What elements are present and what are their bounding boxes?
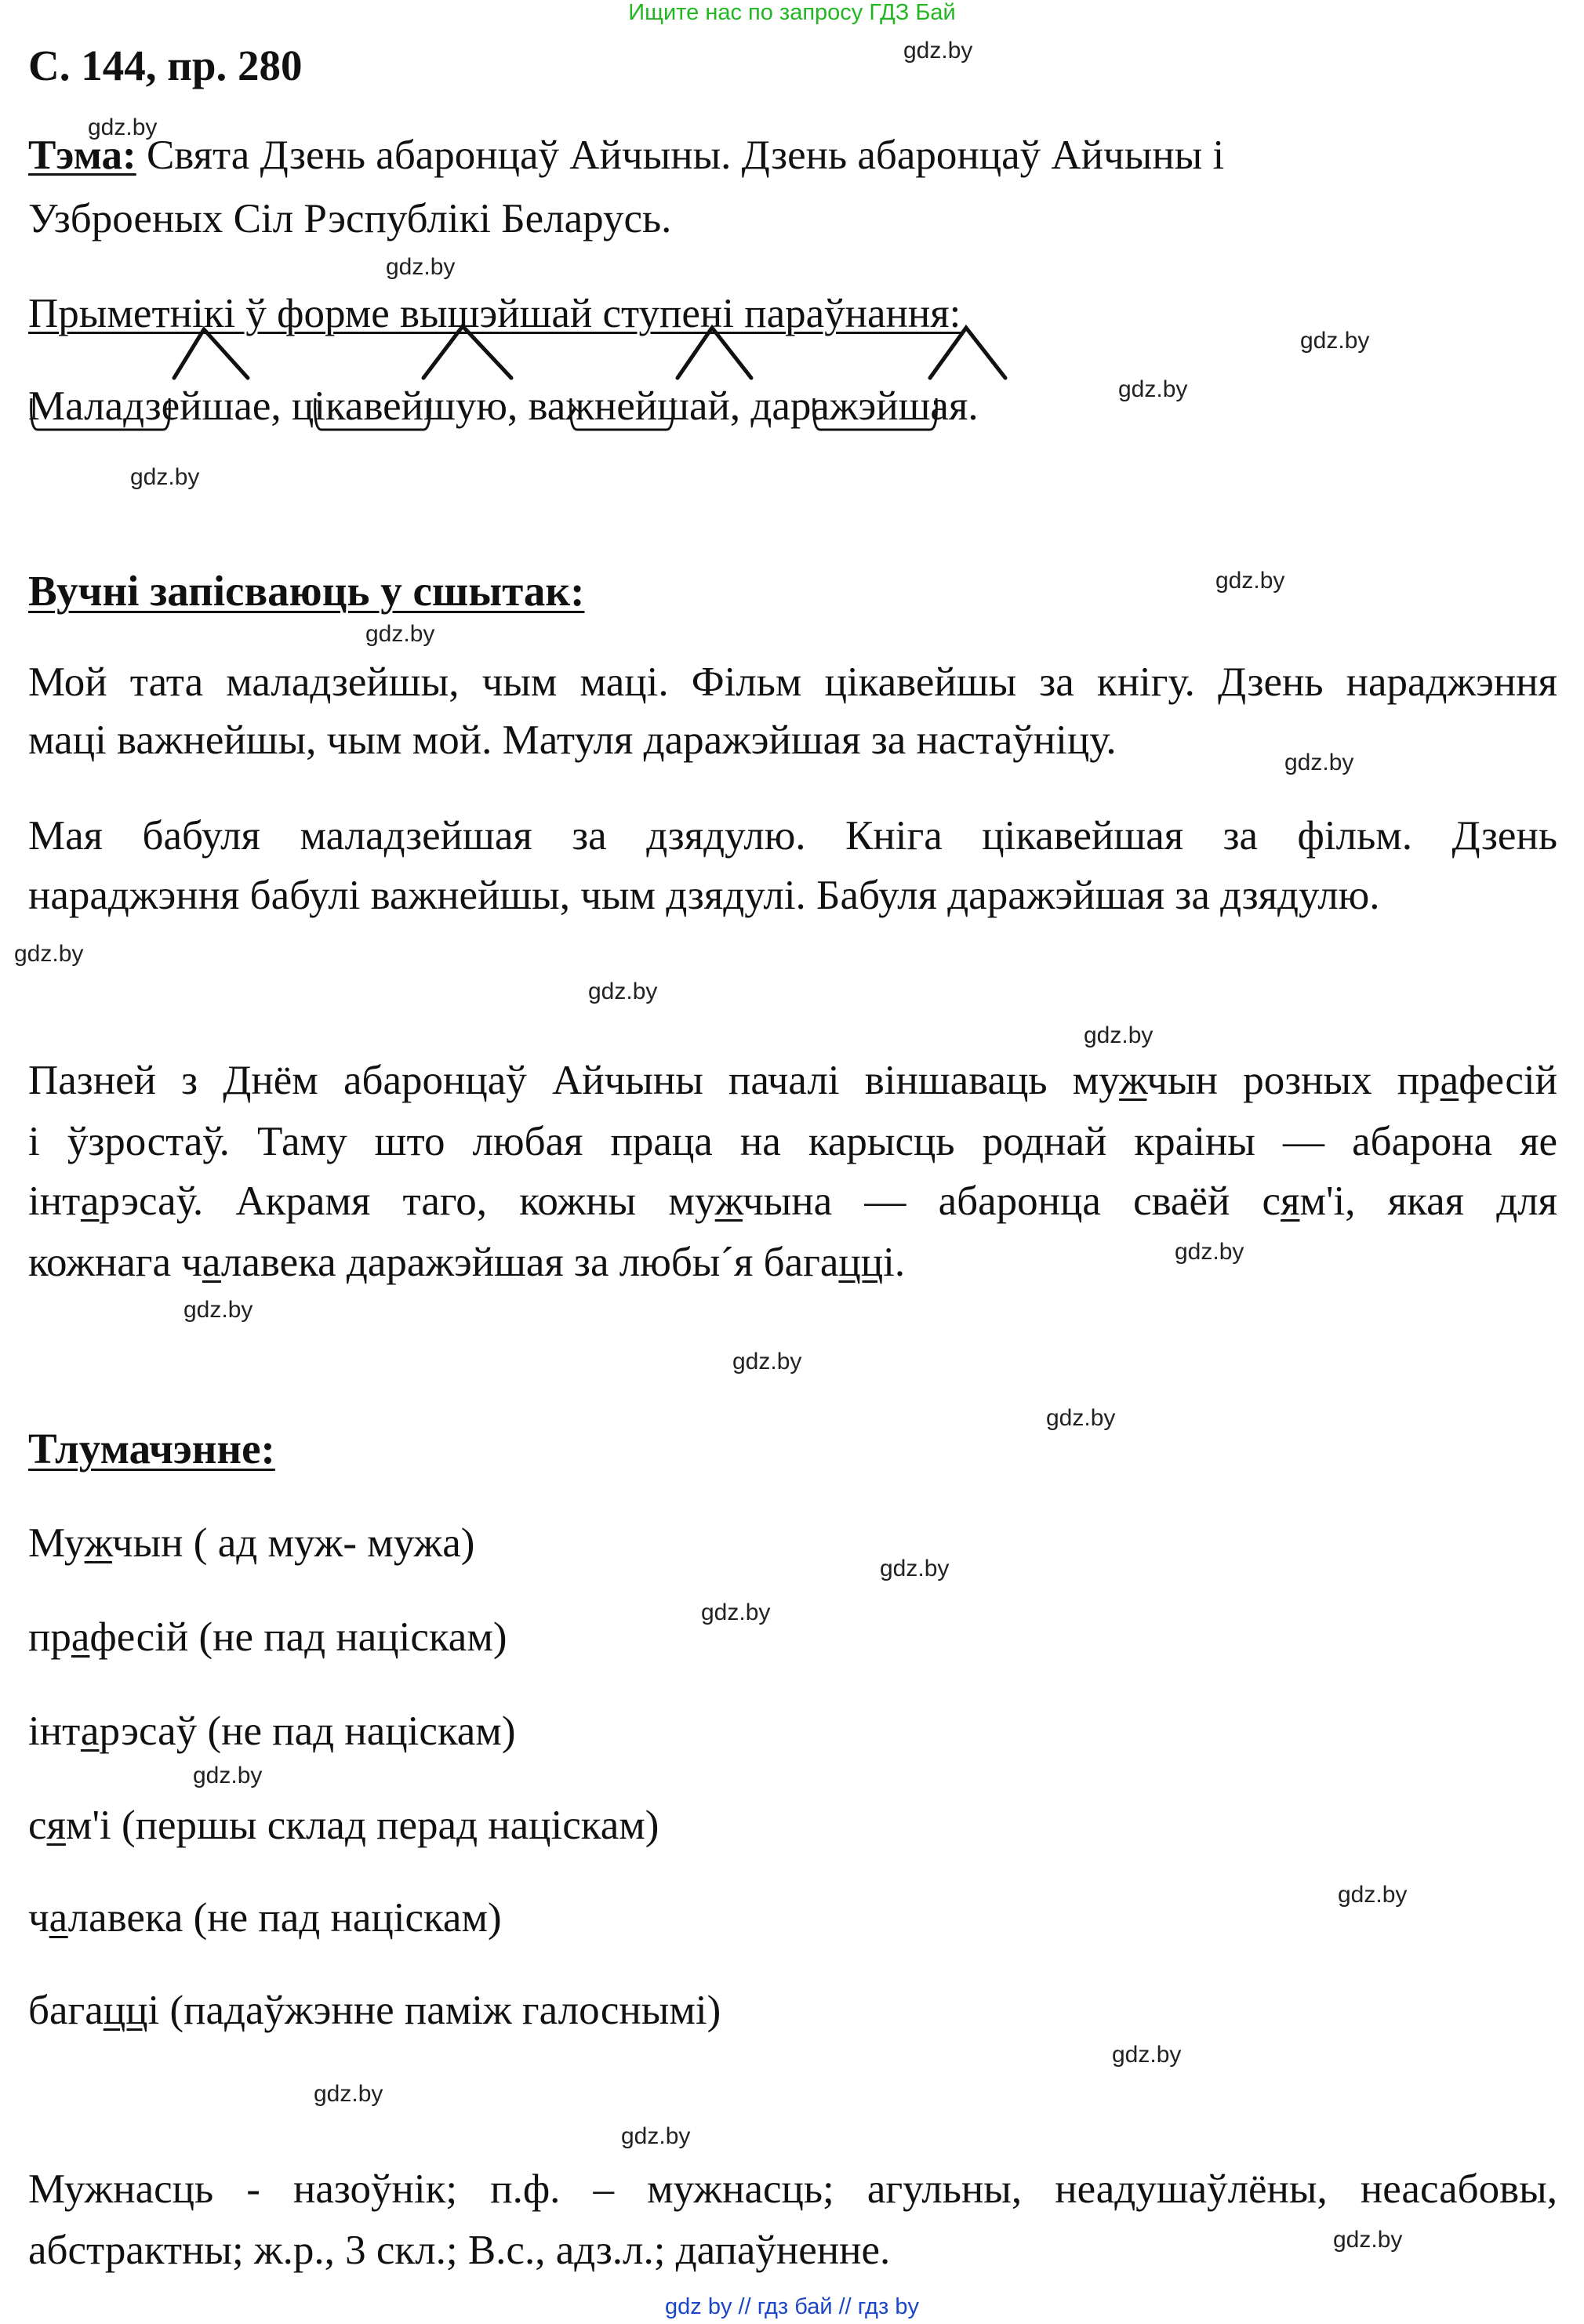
watermark: gdz.by xyxy=(130,464,200,490)
watermark: gdz.by xyxy=(621,2123,691,2149)
watermark: gdz.by xyxy=(386,254,456,280)
marked-letter: цц xyxy=(838,1240,884,1285)
watermark: gdz.by xyxy=(1333,2227,1403,2253)
adjectives-heading: Прыметнікі ў форме вышэйшай ступені параўнання: xyxy=(28,291,961,336)
watermark: gdz.by xyxy=(1046,1405,1116,1431)
marked-letter: ж xyxy=(1119,1058,1147,1103)
marked-letter: а xyxy=(80,1178,100,1224)
watermark: gdz.by xyxy=(1215,568,1285,594)
watermark: gdz.by xyxy=(183,1297,253,1323)
watermark: gdz.by xyxy=(732,1349,802,1374)
watermark: gdz.by xyxy=(880,1556,950,1581)
watermark: gdz.by xyxy=(88,114,158,140)
suffix-mark-3 xyxy=(678,328,751,378)
watermark: gdz.by xyxy=(1338,1882,1408,1908)
watermark: gdz.by xyxy=(1300,328,1370,354)
explanation-item: Мужчын ( ад муж- мужа) xyxy=(28,1520,475,1566)
watermark: gdz.by xyxy=(365,621,435,647)
suffix-mark-2 xyxy=(423,326,511,378)
notebook-heading: Вучні запісваюць у сшытак: xyxy=(28,567,585,615)
explanation-item: прафесій (не пад націскам) xyxy=(28,1614,507,1660)
marked-letter: а xyxy=(202,1240,221,1285)
marked-letter: цц xyxy=(103,1988,148,2033)
marked-letter: ж xyxy=(714,1178,743,1224)
watermark: gdz.by xyxy=(14,941,84,967)
page-reference: С. 144, пр. 280 xyxy=(28,42,303,89)
watermark: gdz.by xyxy=(1175,1239,1244,1265)
watermark: gdz.by xyxy=(314,2081,383,2107)
marked-letter: а xyxy=(49,1895,68,1941)
marked-letter: ж xyxy=(84,1520,112,1566)
marked-letter: а xyxy=(1440,1058,1459,1103)
explanation-item: сям'і (першы склад перад націскам) xyxy=(28,1803,659,1848)
paragraph-3-line-1: Пазней з Днём абаронцаў Айчыны пачалі віншаваць мужчын розных прафесій xyxy=(28,1058,1557,1103)
paragraph-2-line-2: нараджэння бабулі важнейшы, чым дзядулі. Бабуля даражэйшая за дзядулю. xyxy=(28,873,1380,918)
suffix-mark-1 xyxy=(174,329,248,378)
watermark: gdz.by xyxy=(1118,376,1188,402)
footer-links: gdz by // гдз бай // гдз by xyxy=(665,2294,919,2319)
watermark: gdz.by xyxy=(1084,1022,1153,1048)
topic-label: Тэма: xyxy=(28,133,136,178)
topic-line-2: Узброеных Сіл Рэспублікі Беларусь. xyxy=(28,196,672,241)
paragraph-2-line-1: Мая бабуля маладзейшая за дзядулю. Кніга цікавейшая за фільм. Дзень xyxy=(28,813,1557,859)
suffix-mark-4 xyxy=(930,328,1005,378)
paragraph-3-line-3: інтарэсаў. Акрамя таго, кожны мужчына — абаронца сваёй сям'і, якая для xyxy=(28,1178,1557,1224)
watermark: gdz.by xyxy=(193,1763,263,1788)
marked-letter: а xyxy=(71,1614,90,1660)
topic-text-1: Свята Дзень абаронцаў Айчыны. Дзень абаронцаў Айчыны і xyxy=(136,133,1225,178)
explanation-item: багацці (падаўжэнне паміж галоснымі) xyxy=(28,1988,721,2033)
watermark: gdz.by xyxy=(701,1600,771,1625)
marked-letter: а xyxy=(80,1709,100,1754)
explanation-heading: Тлумачэнне: xyxy=(28,1425,275,1472)
analysis-line-2: абстрактны; ж.р., 3 скл.; В.с., адз.л.; дапаўненне. xyxy=(28,2228,891,2273)
explanation-item: інтарэсаў (не пад націскам) xyxy=(28,1709,516,1754)
watermark: gdz.by xyxy=(1112,2042,1182,2068)
paragraph-3-line-2: і ўзростаў. Таму што любая праца на карысць роднай краіны — абарона яе xyxy=(28,1119,1557,1164)
analysis-line-1: Мужнасць - назоўнік; п.ф. – мужнасць; агульны, неадушаўлёны, неасабовы, xyxy=(28,2166,1557,2212)
search-banner: Ищите нас по запросу ГДЗ Бай xyxy=(628,0,956,25)
paragraph-1-line-2: маці важнейшы, чым мой. Матуля даражэйшая за настаўніцу. xyxy=(28,717,1117,763)
watermark: gdz.by xyxy=(903,38,973,64)
paragraph-3-line-4: кожнага чалавека даражэйшая за любы´я багацці. xyxy=(28,1240,906,1285)
watermark: gdz.by xyxy=(1284,750,1354,775)
adjectives-list: Маладзейшае, цікавейшую, важнейшай, даражэйшая. xyxy=(28,383,979,429)
explanation-item: чалавека (не пад націскам) xyxy=(28,1895,502,1941)
paragraph-1-line-1: Мой тата маладзейшы, чым маці. Фільм цікавейшы за кнігу. Дзень нараджэння xyxy=(28,659,1557,705)
marked-letter: я xyxy=(1281,1178,1300,1224)
marked-letter: я xyxy=(46,1803,66,1848)
watermark: gdz.by xyxy=(588,979,658,1004)
